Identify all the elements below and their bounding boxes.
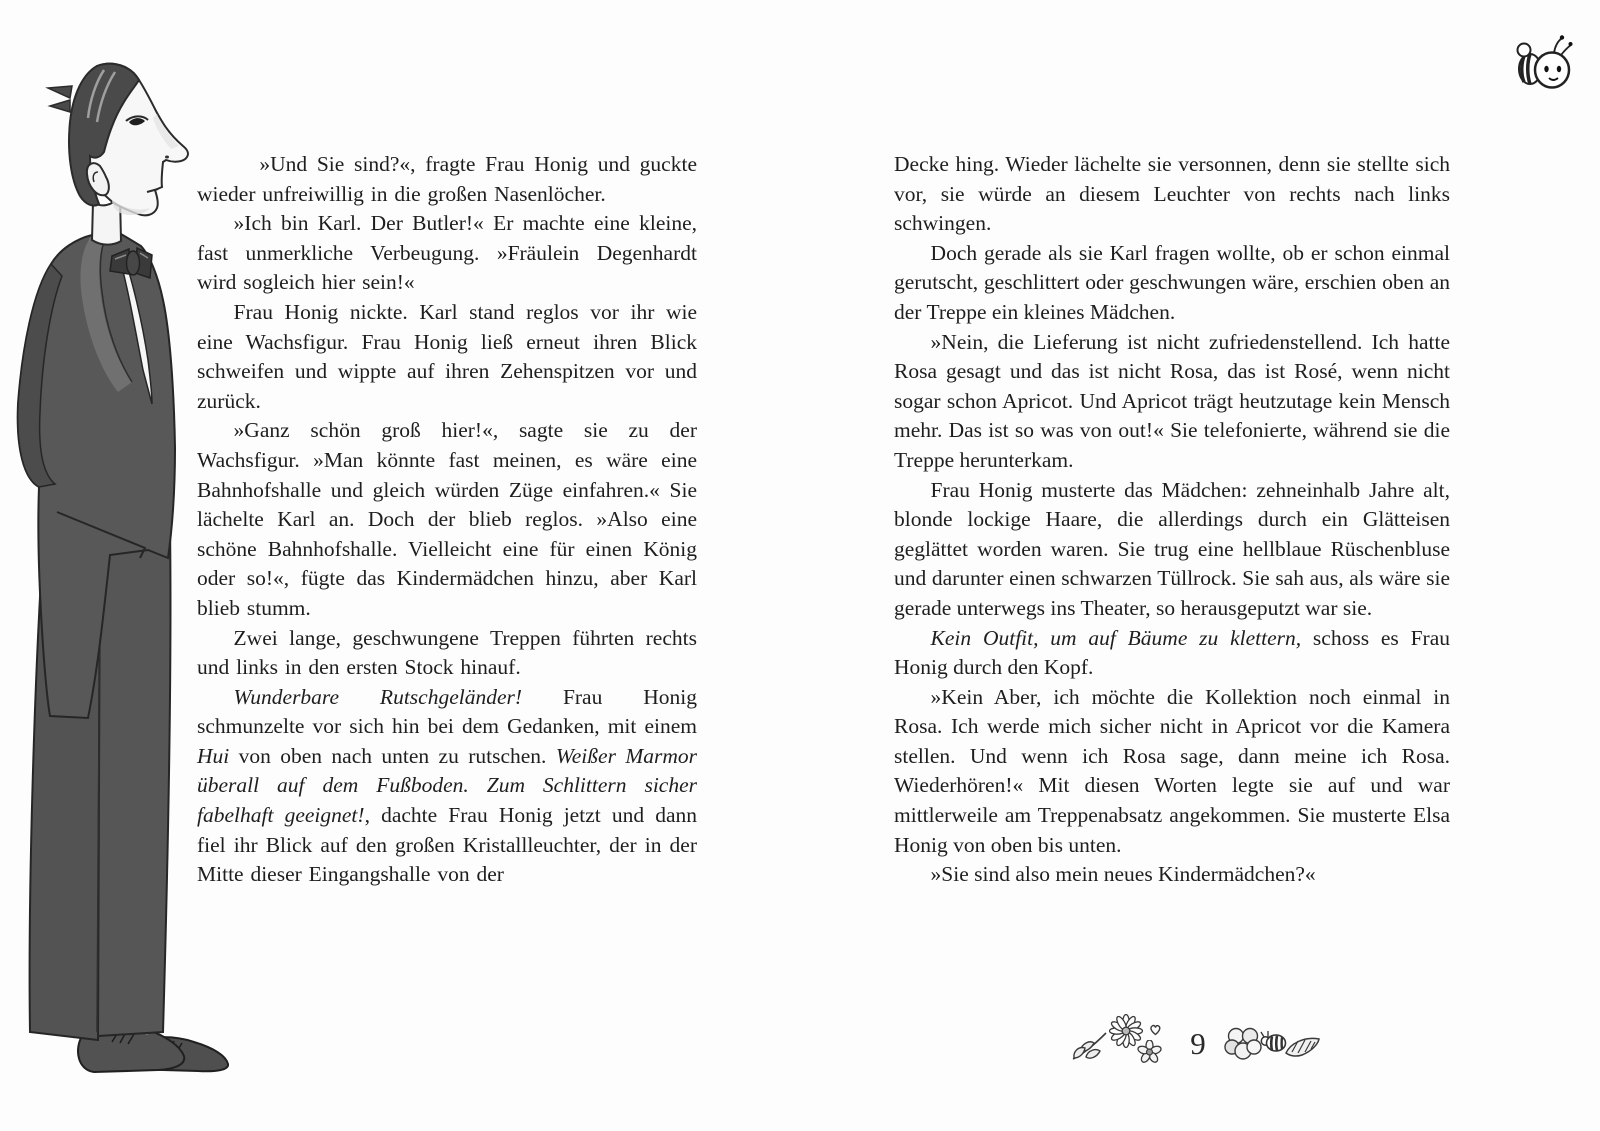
italic-text-segment: Weißer Marmor überall auf dem Fußboden. Zum Schlittern sicher fabelhaft geeignet! xyxy=(197,743,697,828)
italic-text-segment: Wunderbare Rutschgeländer! xyxy=(233,684,523,709)
bee-icon-drawing xyxy=(1515,33,1573,91)
paragraph xyxy=(197,209,697,298)
flower-icon xyxy=(1136,1040,1163,1064)
bee-icon xyxy=(1515,33,1573,91)
heart-icon xyxy=(1149,1024,1162,1036)
paragraph xyxy=(197,416,697,623)
paragraph xyxy=(894,624,1450,683)
leaf-icon xyxy=(1284,1032,1322,1060)
paragraph xyxy=(197,298,697,416)
paragraph xyxy=(894,150,1450,239)
text-segment: Zwei lange, geschwungene Treppen führten rechts und links in den ersten Stock hinauf. xyxy=(197,625,697,680)
text-segment: Frau Honig musterte das Mädchen: zehneinhalb Jahre alt, blonde lockige Haare, die allerdings durch ein Glätteisen geglättet worden waren. Sie trug eine hellblaue Rüschenbluse und darunter einen schwarzen Tüllrock. Sie sah aus, als wäre sie gerade unterwegs ins Theater, so herausgeputzt war sie. xyxy=(894,477,1450,620)
paragraph xyxy=(894,683,1450,861)
italic-text-segment: Kein Outfit, um auf Bäume zu klettern, xyxy=(930,625,1302,650)
italic-text-segment: Hui xyxy=(197,743,230,768)
paragraph xyxy=(197,150,697,209)
paragraph xyxy=(894,239,1450,328)
text-segment: Decke hing. Wieder lächelte sie versonnen, denn sie stellte sich vor, sie würde an diesem Leuchter von rechts nach links schwingen. xyxy=(894,152,1450,236)
text-segment: von oben nach unten zu rutschen. xyxy=(229,743,556,768)
text-segment: »Ich bin Karl. Der Butler!« Er machte eine kleine, fast unmerkliche Verbeugung. »Fräulein Degenhardt wird sogleich hier sein!« xyxy=(197,211,697,295)
text-segment: schoss es Frau Honig durch den Kopf. xyxy=(894,625,1450,680)
text-segment: , dachte Frau Honig jetzt und dann fiel ihr Blick auf den großen Kristallleuchter, der in der Mitte dieser Eingangshalle von der xyxy=(197,803,698,887)
flower-cluster-icon xyxy=(1224,1024,1262,1062)
text-segment: Frau Honig schmunzelte vor sich hin bei dem Gedanken, mit einem xyxy=(197,684,697,739)
paragraph xyxy=(894,860,1450,890)
text-segment: »Kein Aber, ich möchte die Kollektion noch einmal in Rosa. Ich werde mich sicher nicht in Apricot vor die Kamera stellen. Und wenn ich Rosa sage, dann meine ich Rosa. Wiederhören!« Mit diesen Worten legte sie auf und war mittlerweile am Treppenabsatz angekommen. Sie musterte Elsa Honig von oben bis unten. xyxy=(894,684,1450,857)
right-page-text-column xyxy=(894,150,1450,890)
left-page-text-column xyxy=(197,150,697,890)
text-segment: Frau Honig nickte. Karl stand reglos vor ihr wie eine Wachsfigur. Frau Honig ließ erneut ihren Blick schweifen und wippte auf ihren Zehenspitzen vor und zurück. xyxy=(197,299,697,413)
paragraph xyxy=(894,328,1450,476)
paragraph xyxy=(197,624,697,683)
page-number: 9 xyxy=(1190,1026,1206,1061)
text-segment: »Und Sie sind?«, fragte Frau Honig und guckte wieder unfreiwillig in die großen Nasenlöcher. xyxy=(197,152,697,206)
text-segment: »Ganz schön groß hier!«, sagte sie zu der Wachsfigur. »Man könnte fast meinen, es wäre eine Bahnhofshalle und gleich würden Züge einfahren.« Sie lächelte Karl an. Doch der blieb reglos. »Also eine schöne Bahnhofshalle. Vielleicht eine für einen König oder so!«, fügte das Kindermädchen hinzu, aber Karl blieb stumm. xyxy=(197,418,697,620)
text-segment: »Nein, die Lieferung ist nicht zufriedenstellend. Ich hatte Rosa gesagt und das ist nicht Rosa, das ist Rosé, wenn nicht sogar schon Apricot. Und Apricot trägt heutzutage kein Mensch mehr. Das ist so was von out!« Sie telefonierte, während sie die Treppe herunterkam. xyxy=(894,329,1450,472)
paragraph xyxy=(197,683,697,890)
paragraph xyxy=(894,476,1450,624)
branch-icon xyxy=(1070,1028,1110,1064)
text-segment: »Sie sind also mein neues Kindermädchen?« xyxy=(930,862,1316,887)
text-segment: Doch gerade als sie Karl fragen wollte, ob er schon einmal gerutscht, geschlittert oder geschwungen wäre, erschien oben an der Treppe ein kleines Mädchen. xyxy=(894,240,1450,324)
